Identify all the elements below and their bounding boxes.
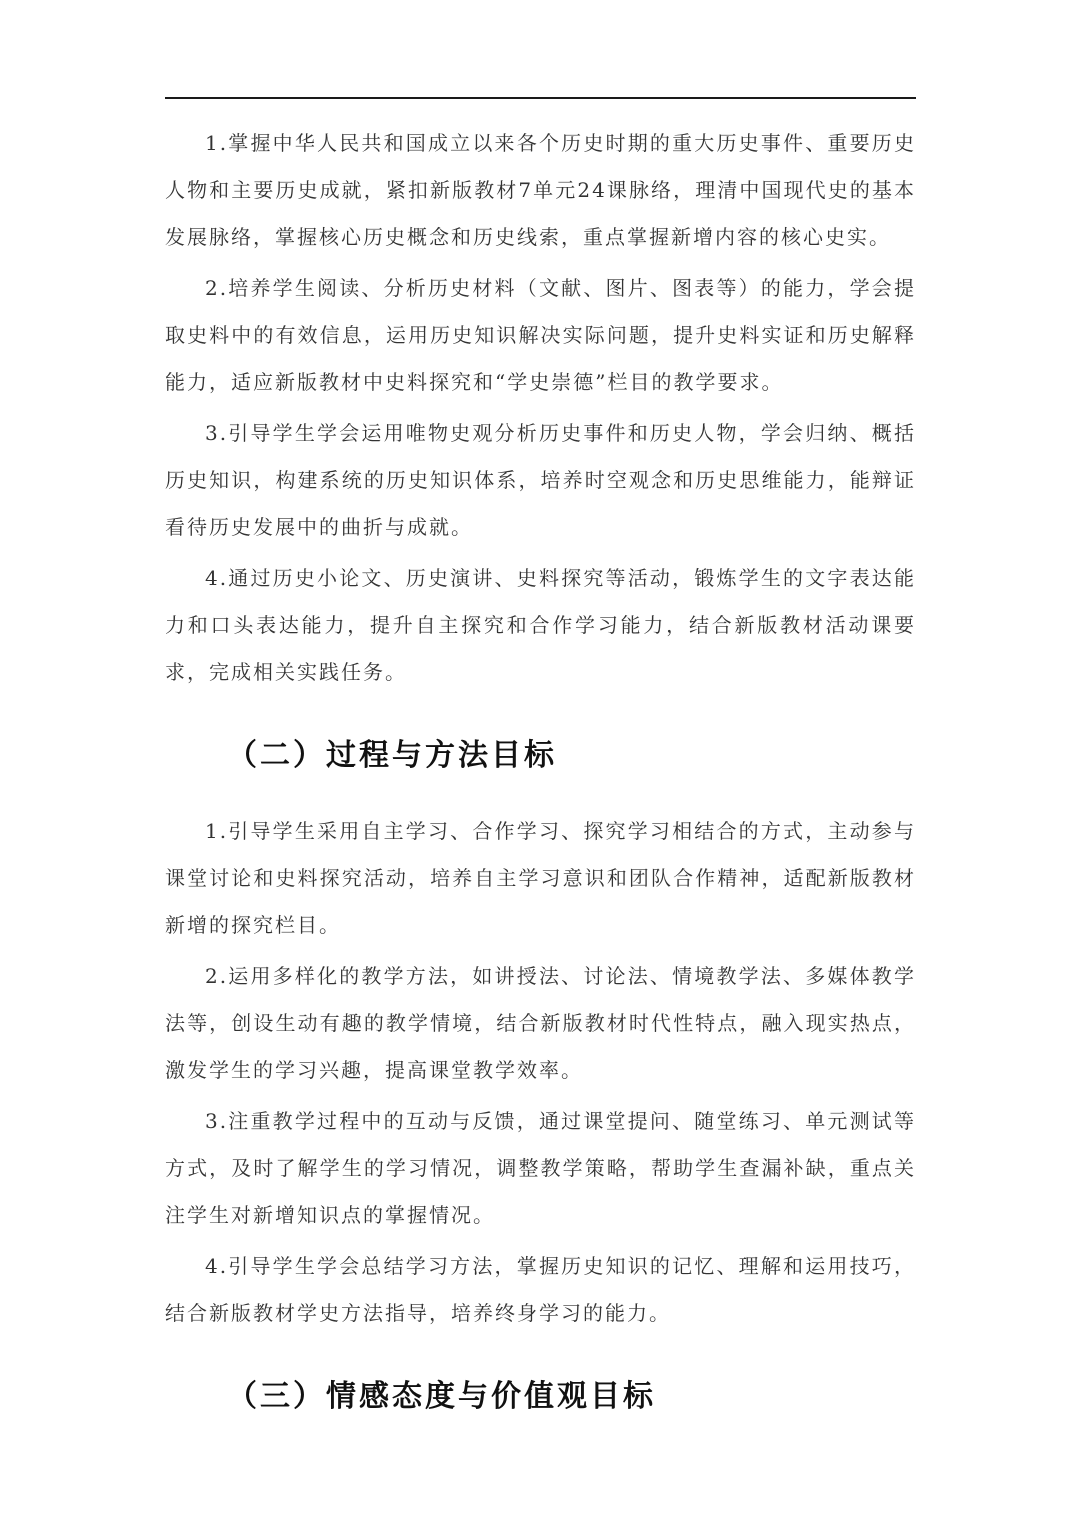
objective-paragraph: 2.培养学生阅读、分析历史材料（文献、图片、图表等）的能力，学会提取史料中的有效信息，运用历史知识解决实际问题，提升史料实证和历史解释能力，适应新版教材中史料探究和“学史崇德”栏目的教学要求。 [165, 276, 916, 394]
objective-paragraph: 4.引导学生学会总结学习方法，掌握历史知识的记忆、理解和运用技巧，结合新版教材学史方法指导，培养终身学习的能力。 [165, 1254, 916, 1325]
process-method-objectives-list [165, 808, 916, 1337]
section-heading-emotion-values: （三）情感态度与价值观目标 [227, 1379, 656, 1414]
objective-paragraph: 4.通过历史小论文、历史演讲、史料探究等活动，锻炼学生的文字表达能力和口头表达能力，提升自主探究和合作学习能力，结合新版教材活动课要求，完成相关实践任务。 [165, 566, 916, 684]
objective-paragraph: 1.掌握中华人民共和国成立以来各个历史时期的重大历史事件、重要历史人物和主要历史成就，紧扣新版教材7单元24课脉络，理清中国现代史的基本发展脉络，掌握核心历史概念和历史线索，重点掌握新增内容的核心史实。 [165, 131, 916, 249]
section-heading-process-method: （二）过程与方法目标 [227, 738, 557, 773]
objective-paragraph: 1.引导学生采用自主学习、合作学习、探究学习相结合的方式，主动参与课堂讨论和史料探究活动，培养自主学习意识和团队合作精神，适配新版教材新增的探究栏目。 [165, 819, 916, 937]
objective-paragraph: 3.注重教学过程中的互动与反馈，通过课堂提问、随堂练习、单元测试等方式，及时了解学生的学习情况，调整教学策略，帮助学生查漏补缺，重点关注学生对新增知识点的掌握情况。 [165, 1109, 916, 1227]
header-rule [165, 97, 916, 99]
knowledge-objectives-list [165, 120, 916, 696]
objective-paragraph: 3.引导学生学会运用唯物史观分析历史事件和历史人物，学会归纳、概括历史知识，构建系统的历史知识体系，培养时空观念和历史思维能力，能辩证看待历史发展中的曲折与成就。 [165, 421, 916, 539]
objective-paragraph: 2.运用多样化的教学方法，如讲授法、讨论法、情境教学法、多媒体教学法等，创设生动有趣的教学情境，结合新版教材时代性特点，融入现实热点，激发学生的学习兴趣，提高课堂教学效率。 [165, 964, 916, 1082]
document-body [165, 120, 916, 1427]
